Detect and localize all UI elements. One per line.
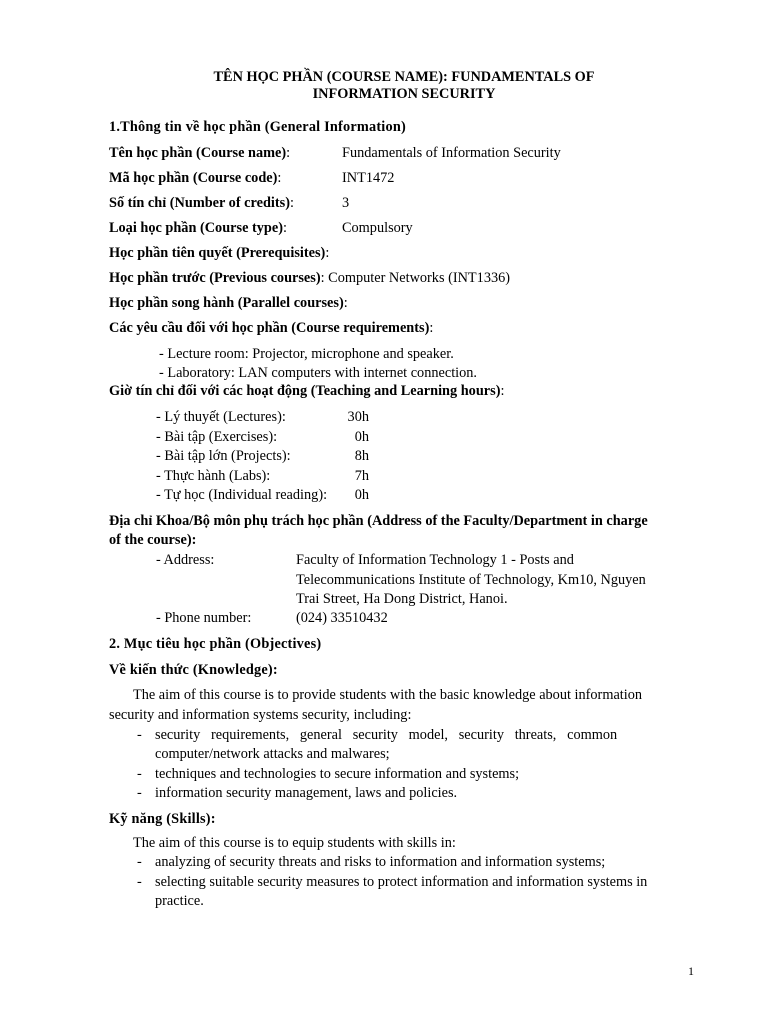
course-requirements-label: Các yêu cầu đối với học phần (Course requirements): — [109, 320, 434, 336]
document-title-line1: TÊN HỌC PHẦN (COURSE NAME): FUNDAMENTALS OF — [213, 69, 595, 85]
section1-heading: 1.Thông tin về học phần (General Information) — [109, 119, 406, 135]
knowledge-item-line1: information security management, laws and policies. — [155, 785, 458, 801]
info-label-course-type: Loại học phần (Course type): — [109, 220, 287, 236]
hours-label-lectures: - Lý thuyết (Lectures): — [156, 409, 286, 425]
info-value-course-code: INT1472 — [342, 170, 395, 186]
info-value-credits: 3 — [342, 195, 350, 211]
phone-value: (024) 33510432 — [296, 610, 388, 626]
address-heading-line2: of the course): — [109, 532, 197, 548]
knowledge-heading: Về kiến thức (Knowledge): — [109, 662, 278, 678]
knowledge-item-line2: computer/network attacks and malwares; — [155, 746, 390, 762]
phone-label: - Phone number: — [156, 610, 252, 626]
knowledge-item-line1: techniques and technologies to secure information and systems; — [155, 766, 520, 782]
page-number: 1 — [688, 964, 694, 978]
info-label-course-name: Tên học phần (Course name): — [109, 145, 291, 161]
teaching-hours-label: Giờ tín chỉ đối với các hoạt động (Teaching and Learning hours): — [109, 383, 505, 399]
info-label-credits: Số tín chỉ (Number of credits): — [109, 195, 294, 211]
knowledge-bullet: - — [137, 785, 142, 801]
document-title-line2: INFORMATION SECURITY — [312, 86, 496, 102]
knowledge-intro-line2: security and information systems security, including: — [109, 707, 412, 723]
hours-label-exercises: - Bài tập (Exercises): — [156, 429, 278, 445]
address-line: Faculty of Information Technology 1 - Posts and — [296, 552, 574, 568]
address-line: Trai Street, Ha Dong District, Hanoi. — [296, 591, 508, 607]
prerequisites-label: Học phần tiên quyết (Prerequisites): — [109, 245, 330, 261]
hours-value-individual-reading: 0h — [354, 487, 369, 503]
skills-bullet: - — [137, 874, 142, 890]
requirement-item: - Lecture room: Projector, microphone and speaker. — [159, 346, 454, 362]
skills-heading: Kỹ năng (Skills): — [109, 811, 216, 827]
info-label-course-code: Mã học phần (Course code): — [109, 170, 282, 186]
previous-courses-value: Computer Networks (INT1336) — [328, 270, 511, 286]
info-value-course-name: Fundamentals of Information Security — [342, 145, 561, 161]
skills-bullet: - — [137, 854, 142, 870]
skills-item-line2: practice. — [155, 893, 204, 909]
requirement-item: - Laboratory: LAN computers with internet connection. — [159, 365, 478, 381]
hours-value-lectures: 30h — [347, 409, 369, 425]
previous-courses: Học phần trước (Previous courses): Computer Networks (INT1336) — [109, 270, 511, 286]
skills-item-line1: selecting suitable security measures to protect information and information systems in — [155, 874, 648, 890]
skills-intro: The aim of this course is to equip students with skills in: — [133, 835, 456, 851]
skills-item-line1: analyzing of security threats and risks to information and information systems; — [155, 854, 606, 870]
address-heading-line1: Địa chỉ Khoa/Bộ môn phụ trách học phần (Address of the Faculty/Department in charge — [109, 513, 648, 529]
parallel-courses-label: Học phần song hành (Parallel courses): — [109, 295, 348, 311]
hours-value-exercises: 0h — [354, 429, 369, 445]
hours-label-individual-reading: - Tự học (Individual reading): — [156, 487, 328, 503]
hours-label-labs: - Thực hành (Labs): — [156, 468, 271, 484]
address-line: Telecommunications Institute of Technology, Km10, Nguyen — [296, 572, 646, 588]
knowledge-bullet: - — [137, 727, 142, 743]
knowledge-intro-line1: The aim of this course is to provide students with the basic knowledge about information — [133, 687, 643, 703]
info-value-course-type: Compulsory — [342, 220, 413, 236]
knowledge-item-line1: security requirements, general security model, security threats, common — [155, 727, 618, 743]
address-label: - Address: — [156, 552, 215, 568]
section2-heading: 2. Mục tiêu học phần (Objectives) — [109, 636, 322, 652]
hours-value-projects: 8h — [354, 448, 369, 464]
knowledge-bullet: - — [137, 766, 142, 782]
hours-value-labs: 7h — [354, 468, 369, 484]
hours-label-projects: - Bài tập lớn (Projects): — [156, 448, 291, 464]
